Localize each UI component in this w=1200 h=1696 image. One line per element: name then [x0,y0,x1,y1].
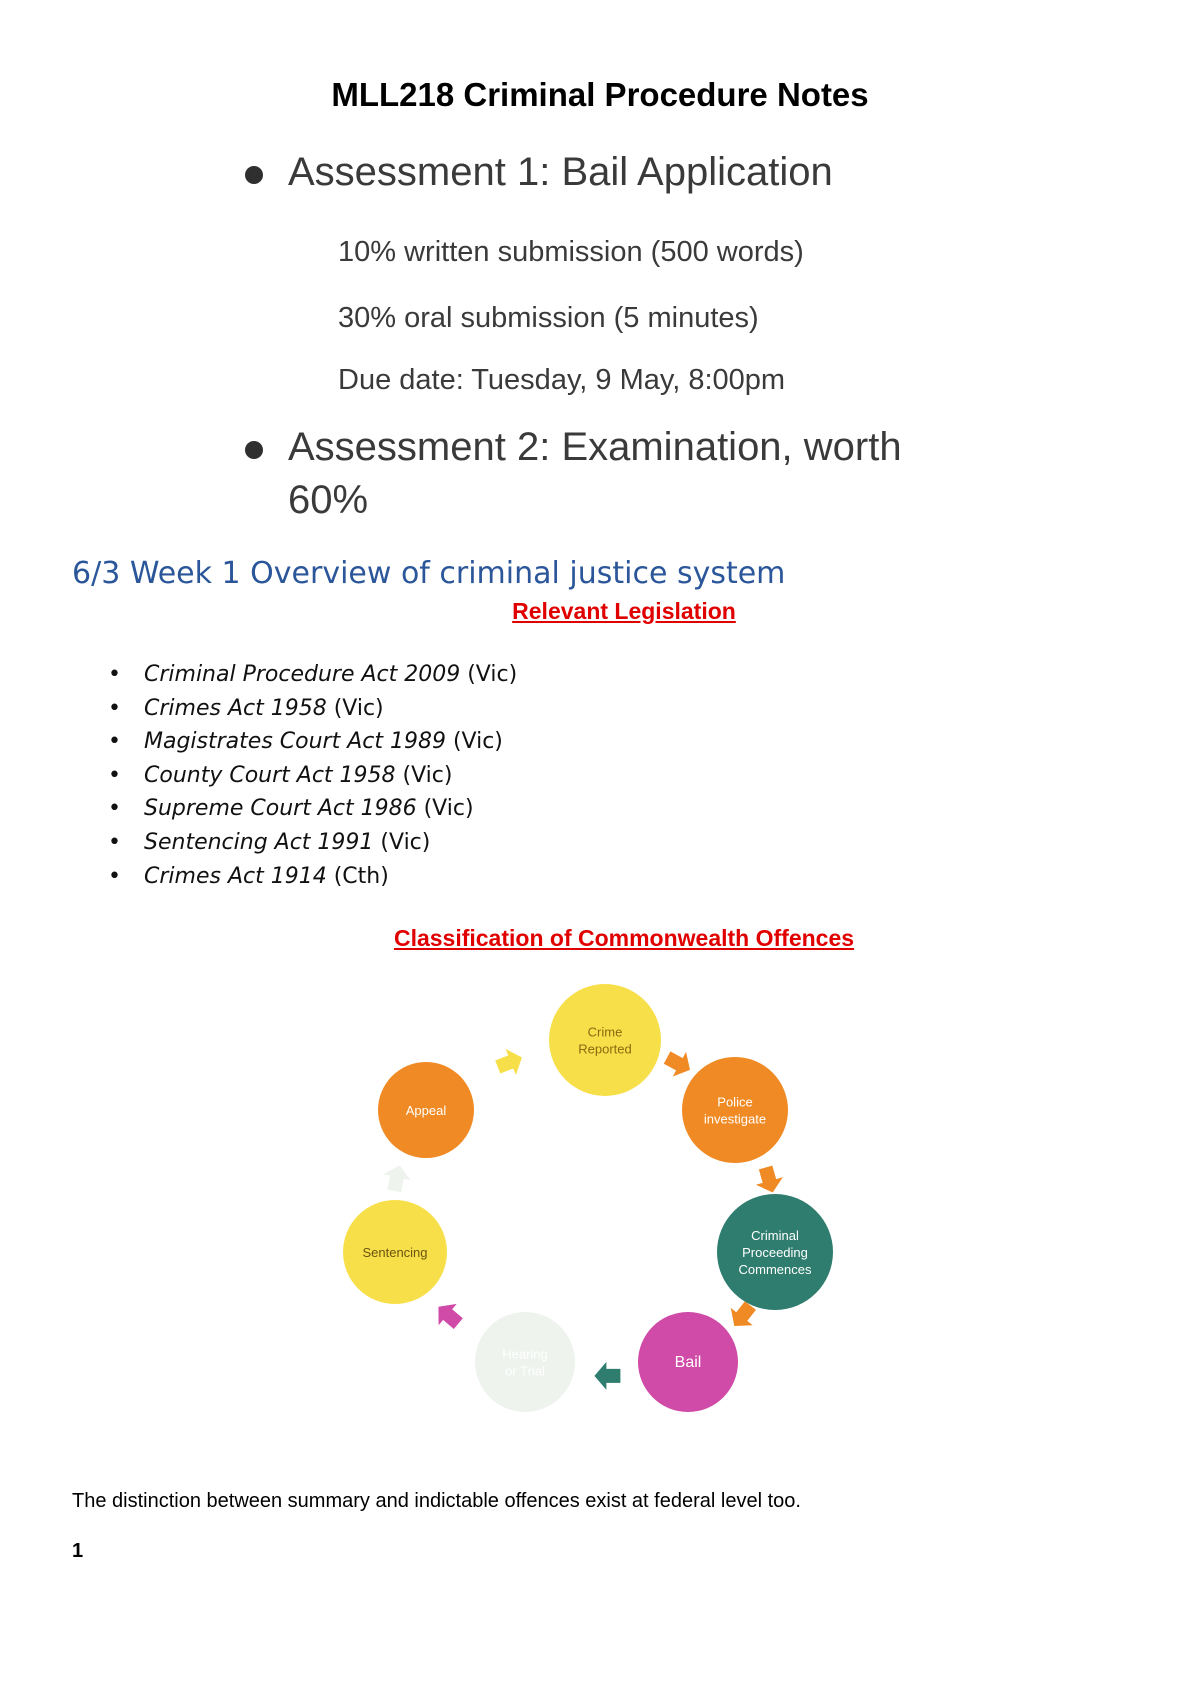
page-number: 1 [72,1540,84,1562]
stage-label: Commences [738,1262,812,1277]
cycle-arrow-icon [429,1296,467,1334]
cycle-stage-police [682,1057,788,1163]
bullet-dot [245,441,263,459]
stage-label: Police [717,1094,753,1110]
federal-distinction-text: The distinction between summary and indictable offences exist at federal level too. [72,1490,801,1512]
cycle-stage-crime [549,984,661,1096]
act-jurisdiction: (Vic) [395,762,453,788]
legislation-item [108,658,517,692]
legislation-heading: Relevant Legislation [512,598,736,624]
cycle-arrow-icon [752,1164,786,1197]
stage-label: Bail [674,1354,702,1371]
legislation-item [108,860,517,894]
cycle-stage-sentencing [343,1200,447,1304]
due-date-line: Due date: Tuesday, 9 May, 8:00pm [338,364,786,396]
stage-label: investigate [703,1111,767,1127]
act-jurisdiction: (Cth) [326,863,389,889]
legislation-item [108,692,517,726]
act-name: Crimes Act 1914 [144,863,327,889]
legislation-item [108,759,517,793]
cycle-stage-bail [638,1312,738,1412]
legislation-item [108,826,517,860]
assessment-1-bullet: Assessment 1: Bail Application [288,150,833,194]
act-jurisdiction: (Vic) [416,796,474,822]
act-name: Criminal Procedure Act 2009 [144,662,461,687]
stage-label: Proceeding [742,1245,808,1260]
act-name: Magistrates Court Act 1989 [144,729,446,755]
act-name: Supreme Court Act 1986 [144,796,417,822]
document-title: MLL218 Criminal Procedure Notes [331,76,869,113]
act-name: Sentencing Act 1991 [144,829,374,855]
cycle-stage-appeal [378,1062,474,1158]
act-jurisdiction: (Vic) [326,695,384,721]
cycle-arrow-icon [660,1045,696,1082]
criminal-justice-cycle-diagram [340,960,860,1430]
cycle-stage-criminal [717,1194,833,1310]
stage-label: Sentencing [362,1245,428,1260]
act-jurisdiction: (Vic) [445,729,503,755]
cycle-arrow-icon [380,1162,413,1193]
cycle-arrow-icon [594,1362,620,1390]
act-jurisdiction: (Vic) [373,829,431,855]
stage-label: or Trial [505,1363,545,1379]
act-name: Crimes Act 1958 [144,695,327,721]
assessment-2-bullet-cont: 60% [288,478,369,522]
stage-label: Hearing [502,1346,548,1362]
act-name: County Court Act 1958 [144,762,396,788]
legislation-item [108,725,517,759]
cycle-arrow-icon [493,1045,527,1081]
stage-label: Crime [587,1024,623,1040]
stage-label: Appeal [405,1103,447,1118]
stage-circle [475,1312,575,1412]
cycle-stage-hearing [475,1312,575,1412]
oral-submission-line: 30% oral submission (5 minutes) [338,302,759,334]
written-submission-line: 10% written submission (500 words) [338,236,804,268]
stage-circle [549,984,661,1096]
classification-heading: Classification of Commonwealth Offences [393,925,855,951]
bullet-dot [245,166,263,184]
legislation-item [108,792,517,826]
stage-label: Criminal [751,1228,799,1243]
stage-label: Reported [578,1041,632,1057]
stage-circle [682,1057,788,1163]
legislation-list [108,658,517,893]
act-jurisdiction: (Vic) [460,662,518,687]
week-heading: 6/3 Week 1 Overview of criminal justice system [72,556,786,591]
assessment-2-bullet: Assessment 2: Examination, worth [288,425,902,469]
